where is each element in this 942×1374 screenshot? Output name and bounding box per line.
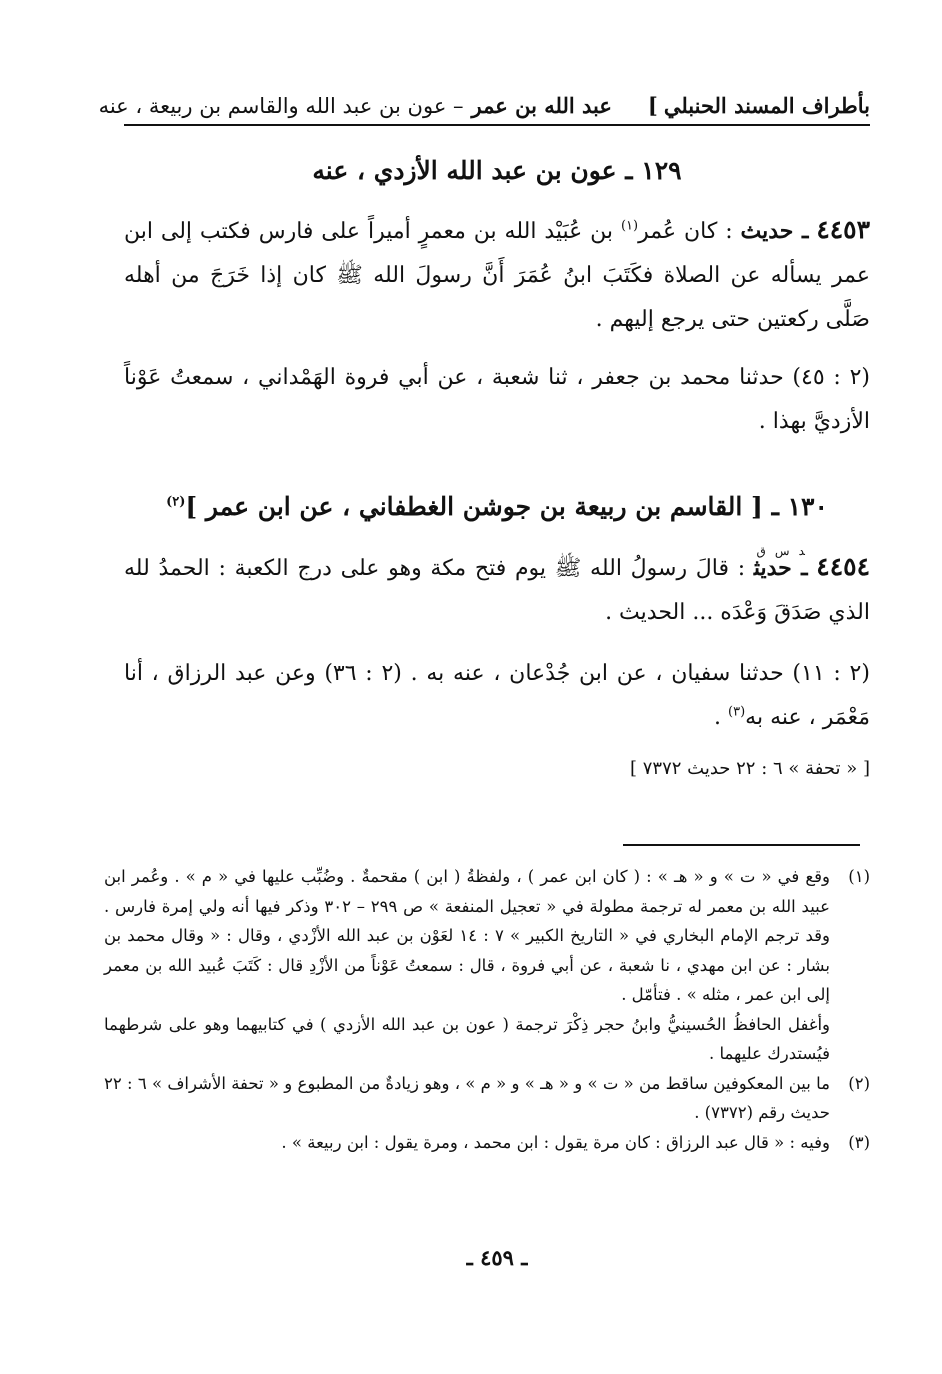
hadith-4453	[124, 208, 870, 342]
hadith-number: ٤٤٥٣	[816, 215, 871, 244]
footnote-2	[104, 1069, 870, 1128]
rumuz-symbols: د س ق	[753, 544, 808, 558]
section-title-129: ١٢٩ ـ عون بن عبد الله الأزدي ، عنه	[312, 156, 682, 185]
footnote-ref-3: (٣)	[728, 704, 746, 720]
hadith-text: : كان عُمر	[638, 219, 733, 244]
hadith-text: : قالَ رسولُ الله ﷺ يوم فتح مكة وهو على درج الكعبة : الحمدُ لله الذي صَدَقَ وَعْدَه ... الحديث .	[124, 556, 870, 625]
header-chain-main: عبد الله بن عمر	[471, 93, 612, 118]
footnote-ref-2: (٢)	[166, 494, 186, 510]
hadith-text: بن عُبَيْد الله بن معمرٍ أميراً على فارس فكتب إلى ابن عمر يسأله عن الصلاة فكَتَبَ ابنُ عُمَرَ أَنَّ رسولَ الله ﷺ كان إذا خَرَجَ من أهله صَلَّى ركعتين حتى يرجع إليهم .	[124, 219, 870, 332]
sanad-4454	[124, 652, 870, 740]
header-bracket: ]	[647, 93, 658, 118]
running-header	[98, 88, 870, 120]
footnote-rule	[623, 844, 860, 846]
hadith-label: ـ حديث	[740, 218, 809, 244]
hadith-label-with-rumuz	[753, 544, 808, 581]
footnotes	[104, 862, 870, 1157]
footnote-mark: (١)	[848, 867, 870, 886]
hadith-label: ـ حديث	[753, 555, 808, 581]
tuhfa-reference: [ « تحفة » ٦ : ٢٢ حديث ٧٣٧٢ ]	[630, 758, 870, 779]
header-chain-rest: – عون بن عبد الله والقاسم بن ربيعة ، عنه	[98, 94, 464, 118]
footnote-mark: (٣)	[848, 1132, 870, 1152]
footnote-3	[104, 1128, 870, 1158]
footnote-ref-1: (١)	[620, 218, 639, 234]
section-title-130-text: ١٣٠ ـ [ القاسم بن ربيعة بن جوشن الغطفاني ، عن ابن عمر ]	[185, 492, 828, 521]
hadith-4454	[124, 545, 870, 635]
footnote-1-continued: وأغفل الحافظُ الحُسينيُّ وابنُ حجر ذِكْرَ ترجمة ( عون بن عبد الله الأزدي ) في كتابيهما وهو على شرطهما فيُستدرك عليهما .	[104, 1014, 830, 1063]
footnote-text: وقع في « ت » و « هـ » : ( كان ابن عمر ) ، ولفظةُ ( ابن ) مقحمةٌ . وضُبِّب عليها في « م » . وعُمر ابن عبيد الله بن معمر له ترجمة مطولة في « تعجيل المنفعة » ص ٢٩٩ – ٣٠٢ وذكر فيها أنه ولي إمرة فارس . وقد ترجم الإمام البخاري في « التاريخ الكبير » ٧ : ١٤ لعَوْن بن عبد الله الأزْدي ، وقال : « وقال محمد بن بشار : عن ابن مهدي ، نا شعبة ، عن أبي فروة ، قال : سمعتُ عَوْناً من الأزْدِ قال : كَتَبَ عُبيد الله بن معمر إلى ابن عمر ، مثله » . فتأمّل .	[104, 867, 830, 1004]
section-title-130	[124, 490, 870, 524]
footnote-text: وفيه : « قال عبد الرزاق : كان مرة يقول : ابن محمد ، ومرة يقول : ابن ربيعة » .	[281, 1132, 830, 1152]
footnote-mark: (٢)	[848, 1073, 870, 1093]
sanad-text: (٢ : ١١) حدثنا سفيان ، عن ابن جُدْعان ، عنه به . (٢ : ٣٦) وعن عبد الرزاق ، أنا مَعْمَر ، عنه به	[124, 661, 870, 730]
sanad-end: .	[714, 705, 722, 730]
header-book-title: بأطراف المسند الحنبلي	[663, 93, 870, 118]
sanad-4453: (٢ : ٤٥) حدثنا محمد بن جعفر ، ثنا شعبة ، عن أبي فروة الهَمْداني ، سمعتُ عَوْناً الأزديَّ بهذا .	[124, 365, 870, 434]
hadith-number: ٤٤٥٤	[816, 552, 870, 581]
footnote-text: ما بين المعكوفين ساقط من « ت » و « هـ » و « م » ، وهو زيادةٌ من المطبوع و « تحفة الأشراف » ٦ : ٢٢ حديث رقم (٧٣٧٢) .	[104, 1073, 830, 1122]
footnote-1	[104, 862, 870, 1010]
header-rule	[124, 124, 870, 126]
page-number: ـ ٤٥٩ ـ	[466, 1245, 528, 1270]
